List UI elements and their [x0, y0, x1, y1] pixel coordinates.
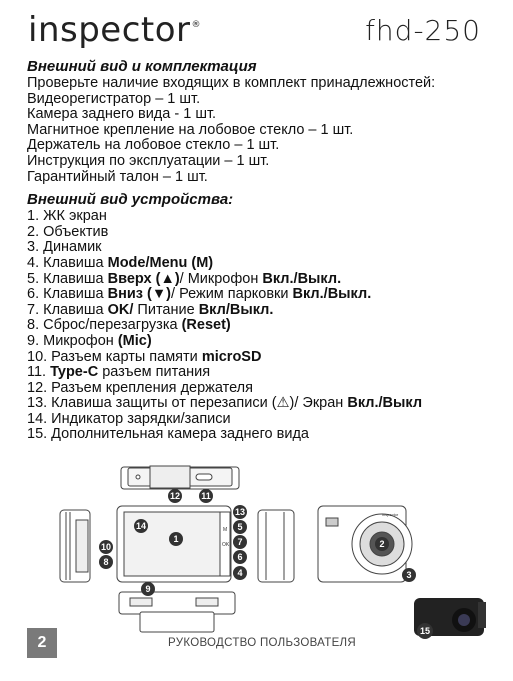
device-part-text: Вкл/Выкл. [198, 301, 274, 318]
callout-3 [402, 568, 416, 582]
device-part-text: Mode/Menu (M) [107, 254, 214, 271]
top-view [121, 466, 239, 489]
device-part-text: OK/ [107, 301, 134, 318]
package-line: Держатель на лобовое стекло – 1 шт. [27, 137, 280, 154]
device-part-text: 6. Клавиша [27, 286, 108, 303]
device-part-text: 4. Клавиша [27, 254, 108, 271]
device-part-item [27, 381, 497, 397]
device-part-item [27, 272, 497, 288]
device-part-item [27, 240, 497, 256]
device-part-text: (Reset) [181, 317, 231, 334]
callout-13 [233, 505, 247, 519]
callout-8 [99, 555, 113, 569]
callout-15 [417, 623, 433, 639]
device-part-text: Вверх (▲) [107, 270, 180, 287]
device-part-text: / Микрофон [179, 270, 263, 287]
device-part-item [27, 225, 497, 241]
svg-text:inspector: inspector [382, 512, 399, 517]
device-part-text: 5. Клавиша [27, 270, 108, 287]
manual-text [27, 58, 497, 443]
callout-12 [168, 489, 182, 503]
svg-text:14: 14 [135, 521, 147, 531]
page-number-badge: 2 [27, 628, 57, 658]
device-diagram [0, 458, 513, 658]
brand-logo: inspector® [28, 10, 202, 50]
package-line: Видеорегистратор – 1 шт. [27, 90, 201, 107]
device-part-text: Вкл./Выкл. [262, 270, 342, 287]
device-part-item [27, 287, 497, 303]
device-part-item [27, 396, 497, 412]
device-part-text: Питание [133, 301, 199, 318]
svg-text:1: 1 [173, 534, 179, 544]
callout-9 [141, 582, 155, 596]
package-line: Гарантийный талон – 1 шт. [27, 168, 208, 185]
device-part-text: 8. Сброс/перезагрузка [27, 317, 182, 334]
device-part-text: 12. Разъем крепления держателя [27, 379, 253, 396]
svg-text:7: 7 [237, 537, 243, 547]
svg-text:4: 4 [237, 568, 243, 578]
svg-text:12: 12 [169, 491, 181, 501]
device-part-item [27, 318, 497, 334]
svg-text:13: 13 [234, 507, 246, 517]
page-header [0, 0, 513, 56]
device-part-text: / Режим парковки [171, 286, 293, 303]
device-part-text: разъем питания [98, 364, 211, 381]
device-part-item [27, 334, 497, 350]
left-side-view [60, 510, 90, 582]
svg-text:OK: OK [222, 542, 230, 548]
device-part-text: Type-C [50, 364, 99, 381]
callout-4 [233, 566, 247, 580]
device-part-text: Вниз (▼) [107, 286, 172, 303]
device-part-text: 14. Индикатор зарядки/записи [27, 410, 231, 427]
package-line: Проверьте наличие входящих в комплект принадлежностей: [27, 75, 436, 91]
bottom-view [119, 592, 235, 632]
svg-text:10: 10 [100, 542, 112, 552]
device-part-text: 10. Разъем карты памяти [27, 348, 202, 365]
callout-10 [99, 540, 113, 554]
device-part-text: 3. Динамик [27, 239, 102, 256]
package-line: Магнитное крепление на лобовое стекло – 1 шт. [27, 121, 354, 138]
svg-text:2: 2 [379, 539, 385, 549]
callout-5 [233, 520, 247, 534]
callout-1 [169, 532, 183, 546]
svg-text:5: 5 [237, 522, 243, 532]
device-part-item [27, 209, 497, 225]
svg-text:6: 6 [237, 552, 243, 562]
device-part-item [27, 256, 497, 272]
svg-text:9: 9 [145, 584, 151, 594]
svg-text:15: 15 [419, 626, 431, 636]
svg-text:3: 3 [406, 570, 412, 580]
device-part-text: 2. Объектив [27, 223, 109, 240]
device-parts-list [27, 209, 497, 443]
svg-text:11: 11 [201, 491, 211, 501]
device-part-item [27, 412, 497, 428]
device-part-text: 11. [27, 364, 51, 381]
device-part-text: Вкл./Выкл [347, 395, 423, 412]
callout-6 [233, 550, 247, 564]
footer-title: РУКОВОДСТВО ПОЛЬЗОВАТЕЛЯ [168, 637, 356, 649]
callout-2 [375, 537, 389, 551]
device-part-text: 7. Клавиша [27, 301, 108, 318]
callout-14 [134, 519, 148, 533]
package-line: Камера заднего вида - 1 шт. [27, 106, 217, 123]
package-list [27, 76, 497, 185]
device-part-text: (Mic) [117, 332, 152, 349]
svg-text:M: M [223, 527, 228, 533]
device-part-item [27, 350, 497, 366]
section-title-device: Внешний вид устройства: [27, 191, 234, 209]
section-title-package: Внешний вид и комплектация [27, 58, 257, 75]
device-part-text: microSD [201, 348, 262, 365]
device-part-item [27, 365, 497, 381]
callout-11 [199, 489, 213, 503]
device-part-item [27, 303, 497, 319]
device-part-text: Вкл./Выкл. [292, 286, 372, 303]
device-part-text: 9. Микрофон [27, 332, 118, 349]
device-part-text: 13. Клавиша защиты от перезаписи (⚠)/ Экран [27, 395, 348, 412]
svg-text:8: 8 [103, 557, 109, 567]
callout-7 [233, 535, 247, 549]
device-part-text: 1. ЖК экран [27, 208, 107, 225]
right-side-view [258, 510, 294, 582]
package-line: Инструкция по эксплуатации – 1 шт. [27, 152, 270, 169]
rear-view [318, 506, 412, 582]
device-part-text: 15. Дополнительная камера заднего вида [27, 426, 309, 443]
model-name: fhd-250 [365, 14, 481, 47]
device-part-item [27, 427, 497, 443]
